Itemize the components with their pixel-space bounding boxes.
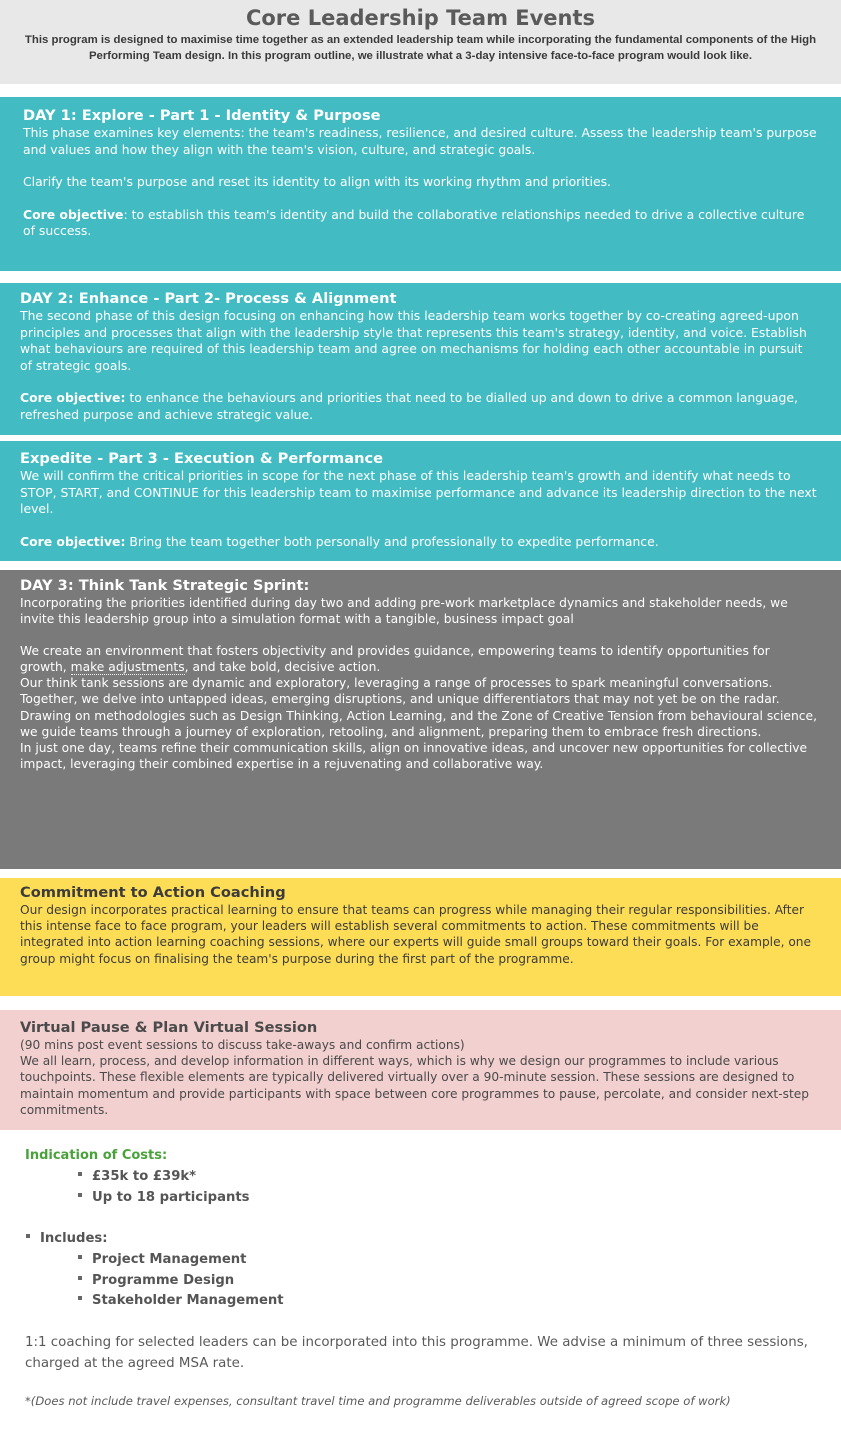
day3-title: DAY 3: Think Tank Strategic Sprint:	[20, 577, 310, 594]
day1-objective-text: : to establish this team's identity and build the collaborative relationships needed to drive a collective culture of success.	[23, 206, 805, 239]
day1-objective-label: Core objective	[23, 206, 124, 222]
virtual-section	[0, 1010, 841, 1130]
coaching-note: 1:1 coaching for selected leaders can be incorporated into this programme. We advise a minimum of three sessions, charged at the agreed MSA rate.	[25, 1335, 808, 1371]
costs-title: Indication of Costs:	[25, 1148, 168, 1163]
expedite-paragraph-1: We will confirm the critical priorities in scope for the next phase of this leadership team's growth and identify what needs to STOP, START, and CONTINUE for this leadership team to maximise performance and advance its leadership direction to the next level.	[20, 468, 817, 517]
includes-programme-design: Programme Design	[92, 1273, 235, 1288]
expedite-objective-text: Bring the team together both personally and professionally to expedite performance.	[125, 533, 659, 549]
coaching-section	[0, 878, 841, 996]
costs-disclaimer: *(Does not include travel expenses, consultant travel time and programme deliverables outside of agreed scope of work)	[25, 1394, 731, 1408]
day3-paragraph-2-end: , and take bold, decisive action.	[184, 660, 381, 675]
includes-project-management: Project Management	[92, 1252, 247, 1267]
day2-objective-text: to enhance the behaviours and priorities that need to be dialled up and down to drive a common language, refreshed purpose and achieve strategic value.	[20, 390, 798, 422]
day3-paragraph-5: In just one day, teams refine their communication skills, align on innovative ideas, and uncover new opportunities for collective impact, leveraging their combined expertise in a rejuvenating and collaborative way.	[20, 740, 808, 771]
virtual-subtitle: (90 mins post event sessions to discuss take-aways and confirm actions)	[20, 1038, 465, 1052]
square-bullet-icon	[78, 1255, 82, 1259]
day2-objective	[20, 390, 815, 423]
costs-participants: Up to 18 participants	[92, 1190, 250, 1205]
day2-section	[0, 283, 841, 435]
expedite-objective-label: Core objective:	[20, 533, 126, 549]
includes-item	[78, 1293, 284, 1308]
expedite-objective	[20, 534, 819, 551]
day1-paragraph-2: Clarify the team's purpose and reset its identity to align with its working rhythm and priorities.	[23, 174, 611, 190]
virtual-paragraph-1: We all learn, process, and develop information in different ways, which is why we design our programmes to include various touchpoints. These flexible elements are typically delivered virtually over a 90-minute session. These sessions are designed to maintain momentum and provide participants with space between core programmes to pause, percolate, and consider next-step commitments.	[20, 1054, 809, 1117]
day2-paragraph-1: The second phase of this design focusing on enhancing how this leadership team works together by co-creating agreed-upon principles and processes that align with the leadership style that represents this team's strategy, identity, and voice. Establish what behaviours are required of this leadership team and agree on mechanisms for holding each other accountable in pursuit of strategic goals.	[20, 308, 807, 373]
coaching-paragraph-1: Our design incorporates practical learning to ensure that teams can progress while managing their regular responsibilities. After this intense face to face program, your leaders will establish several commitments to action. These commitments will be integrated into action learning coaching sessions, where our experts will guide small groups toward their goals. For example, one group might focus on finalising the team's purpose during the first part of the programme.	[20, 903, 811, 966]
day3-paragraph-2	[20, 643, 819, 675]
page-title: Core Leadership Team Events	[245, 6, 596, 30]
virtual-title: Virtual Pause & Plan Virtual Session	[20, 1019, 318, 1036]
day3-underlined-phrase: make adjustments	[70, 660, 185, 675]
expedite-section	[0, 441, 841, 561]
day3-paragraph-4: Drawing on methodologies such as Design Thinking, Action Learning, and the Zone of Creative Tension from behavioural science, we guide teams through a journey of exploration, retooling, and alignment, preparing them to embrace fresh directions.	[20, 708, 818, 739]
square-bullet-icon	[78, 1276, 82, 1280]
page-intro: This program is designed to maximise time together as an extended leadership team while incorporating the fundamental components of the High Performing Team design. In this program outline, we illustrate what a 3-day intensive face-to-face program would look like.	[24, 34, 817, 62]
day3-section	[0, 570, 841, 869]
includes-item	[78, 1252, 246, 1267]
costs-participants-item	[78, 1190, 250, 1205]
day1-paragraph-1: This phase examines key elements: the team's readiness, resilience, and desired culture. Assess the leadership team's purpose and values and how they align with the team's vision, culture, and strategic goals.	[23, 125, 817, 157]
square-bullet-icon	[78, 1172, 82, 1176]
page-header	[0, 0, 841, 84]
day2-objective-label: Core objective:	[20, 390, 126, 406]
costs-includes-label: Includes:	[40, 1231, 108, 1246]
day3-paragraph-1: Incorporating the priorities identified during day two and adding pre-work marketplace dynamics and stakeholder needs, we invite this leadership group into a simulation format with a tangible, business impact goal	[20, 596, 788, 627]
day3-paragraph-2-start: We create an environment that fosters objectivity and provides guidance, empowering teams to identify opportunities for growth,	[20, 644, 770, 675]
day1-title: DAY 1: Explore - Part 1 - Identity & Purpose	[23, 107, 381, 124]
square-bullet-icon	[26, 1234, 30, 1238]
includes-stakeholder-management: Stakeholder Management	[92, 1293, 284, 1308]
square-bullet-icon	[78, 1193, 82, 1197]
day1-objective	[23, 207, 817, 240]
coaching-title: Commitment to Action Coaching	[20, 884, 286, 901]
expedite-title: Expedite - Part 3 - Execution & Performance	[20, 450, 384, 467]
day2-title: DAY 2: Enhance - Part 2- Process & Alignment	[20, 290, 397, 307]
costs-includes-item	[26, 1231, 108, 1246]
square-bullet-icon	[78, 1296, 82, 1300]
day3-paragraph-3: Our think tank sessions are dynamic and exploratory, leveraging a range of processes to spark meaningful conversations. Together, we delve into untapped ideas, emerging disruptions, and unique differentiators that may not yet be on the radar.	[20, 676, 780, 707]
day1-section	[0, 97, 841, 271]
costs-price: £35k to £39k*	[92, 1169, 197, 1184]
includes-item	[78, 1273, 234, 1288]
costs-price-item	[78, 1169, 196, 1184]
